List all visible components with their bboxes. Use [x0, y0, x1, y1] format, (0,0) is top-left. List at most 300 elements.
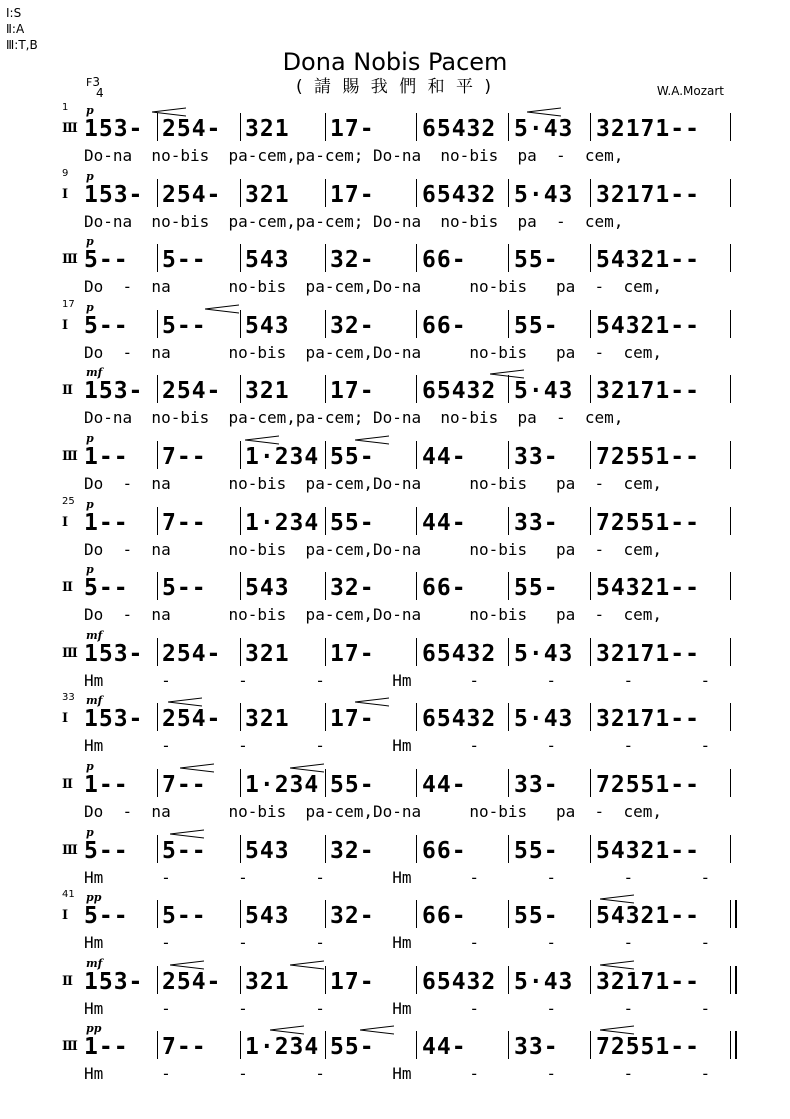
bar-line [590, 179, 591, 207]
bar-line [590, 113, 591, 141]
note-group: 55- [514, 838, 559, 864]
note-group: 5·43 [514, 116, 574, 142]
lyric-line: Hm - - - Hm - - - - [84, 736, 711, 755]
bar-line [730, 179, 731, 207]
bar-line [157, 113, 158, 141]
bar-line [416, 900, 417, 928]
lyric-line: Hm - - - Hm - - - - [84, 933, 711, 952]
bar-line [416, 441, 417, 469]
lyric-line: Hm - - - Hm - - - - [84, 671, 711, 690]
bar-line [730, 113, 731, 141]
bar-line [240, 572, 241, 600]
note-group: 254- [162, 641, 222, 667]
lyric-line: Do - na no-bis pa-cem,Do-na no-bis pa - cem, [84, 343, 662, 362]
dynamic-marking: mf [86, 366, 103, 379]
voice-label: Ⅲ [62, 121, 78, 136]
bar-line [730, 244, 731, 272]
bar-line [157, 572, 158, 600]
note-group: 17- [330, 182, 375, 208]
bar-line [416, 835, 417, 863]
dynamic-marking: p [86, 498, 94, 511]
note-group: 321 [245, 641, 290, 667]
bar-line [157, 769, 158, 797]
bar-line [240, 375, 241, 403]
bar-line [590, 507, 591, 535]
hairpin-mark [290, 758, 324, 768]
note-group: 65432 [422, 969, 497, 995]
bar-line [730, 703, 731, 731]
note-group: 5-- [84, 838, 129, 864]
note-group: 65432 [422, 706, 497, 732]
note-group: 153- [84, 378, 144, 404]
dynamic-marking: p [86, 760, 94, 773]
note-group: 321 [245, 378, 290, 404]
staff-row [0, 957, 790, 997]
measure-number: 1 [62, 102, 69, 113]
note-group: 66- [422, 575, 467, 601]
note-group: 5-- [162, 313, 207, 339]
note-group: 65432 [422, 116, 497, 142]
note-group: 321 [245, 182, 290, 208]
bar-line [508, 769, 509, 797]
bar-line [416, 638, 417, 666]
note-group: 55- [514, 575, 559, 601]
hairpin-mark [600, 1020, 634, 1030]
note-group: 44- [422, 444, 467, 470]
note-group: 1-- [84, 1034, 129, 1060]
note-group: 66- [422, 903, 467, 929]
note-group: 32- [330, 247, 375, 273]
bar-line [416, 507, 417, 535]
bar-line [508, 375, 509, 403]
note-group: 153- [84, 641, 144, 667]
voice-label: Ⅱ [62, 777, 73, 792]
note-group: 254- [162, 706, 222, 732]
staff-row [0, 692, 790, 734]
lyric-line: Hm - - - Hm - - - - [84, 999, 711, 1018]
staff-row [0, 168, 790, 210]
bar-line [730, 900, 731, 928]
note-group: 254- [162, 116, 222, 142]
bar-line [730, 310, 731, 338]
bar-line [240, 1031, 241, 1059]
note-group: 17- [330, 641, 375, 667]
hairpin-mark [355, 692, 389, 702]
voice-label: Ⅲ [62, 252, 78, 267]
bar-line [730, 769, 731, 797]
final-bar-line [735, 966, 737, 994]
note-group: 33- [514, 510, 559, 536]
bar-line [590, 835, 591, 863]
note-group: 32171-- [596, 182, 700, 208]
bar-line [590, 441, 591, 469]
note-group: 44- [422, 510, 467, 536]
note-group: 1·234 [245, 772, 320, 798]
bar-line [730, 1031, 731, 1059]
bar-line [508, 441, 509, 469]
bar-line [240, 835, 241, 863]
note-group: 44- [422, 1034, 467, 1060]
bar-line [508, 507, 509, 535]
bar-line [325, 638, 326, 666]
bar-line [508, 179, 509, 207]
lyric-line: Do - na no-bis pa-cem,Do-na no-bis pa - cem, [84, 277, 662, 296]
note-group: 32171-- [596, 641, 700, 667]
hairpin-mark [600, 889, 634, 899]
bar-line [325, 900, 326, 928]
staff-row [0, 102, 790, 144]
note-group: 54321-- [596, 575, 700, 601]
note-group: 1·234 [245, 1034, 320, 1060]
note-group: 32- [330, 903, 375, 929]
bar-line [508, 900, 509, 928]
measure-number: 41 [62, 889, 75, 900]
dynamic-marking: p [86, 432, 94, 445]
note-group: 72551-- [596, 1034, 700, 1060]
bar-line [508, 244, 509, 272]
note-group: 5·43 [514, 182, 574, 208]
bar-line [508, 835, 509, 863]
bar-line [325, 835, 326, 863]
note-group: 55- [330, 444, 375, 470]
staff-row [0, 889, 790, 931]
bar-line [240, 113, 241, 141]
voice-label: Ⅲ [62, 646, 78, 661]
voice-label: Ⅲ [62, 449, 78, 464]
bar-line [730, 638, 731, 666]
bar-line [240, 310, 241, 338]
bar-line [240, 638, 241, 666]
note-group: 72551-- [596, 510, 700, 536]
note-group: 17- [330, 969, 375, 995]
note-group: 32- [330, 575, 375, 601]
measure-number: 17 [62, 299, 75, 310]
note-group: 1·234 [245, 510, 320, 536]
bar-line [157, 507, 158, 535]
bar-line [590, 769, 591, 797]
hairpin-mark [290, 955, 324, 965]
lyric-line: Do - na no-bis pa-cem,Do-na no-bis pa - cem, [84, 474, 662, 493]
note-group: 5-- [162, 575, 207, 601]
lyric-line: Do-na no-bis pa-cem,pa-cem; Do-na no-bis pa - cem, [84, 212, 624, 231]
note-group: 65432 [422, 378, 497, 404]
hairpin-mark [360, 1020, 394, 1030]
bar-line [325, 375, 326, 403]
legend-alto: Ⅱ:A [6, 22, 25, 36]
legend-soprano: Ⅰ:S [6, 6, 22, 20]
legend-tenor-bass: Ⅲ:T,B [6, 38, 38, 52]
bar-line [416, 179, 417, 207]
hairpin-mark [490, 364, 524, 374]
bar-line [157, 638, 158, 666]
bar-line [416, 1031, 417, 1059]
note-group: 33- [514, 1034, 559, 1060]
note-group: 33- [514, 444, 559, 470]
note-group: 17- [330, 706, 375, 732]
bar-line [325, 113, 326, 141]
note-group: 66- [422, 247, 467, 273]
bar-line [590, 375, 591, 403]
lyric-line: Hm - - - Hm - - - - [84, 1064, 711, 1083]
bar-line [730, 441, 731, 469]
staff-row [0, 235, 790, 275]
voice-label: Ⅰ [62, 711, 69, 726]
voice-label: Ⅱ [62, 974, 73, 989]
song-subtitle: ( 請 賜 我 們 和 平 ) [295, 77, 495, 97]
bar-line [157, 179, 158, 207]
bar-line [508, 1031, 509, 1059]
note-group: 55- [330, 510, 375, 536]
note-group: 543 [245, 247, 290, 273]
note-group: 33- [514, 772, 559, 798]
bar-line [240, 769, 241, 797]
time-signature-bottom: 4 [96, 86, 104, 100]
note-group: 5-- [84, 903, 129, 929]
bar-line [157, 441, 158, 469]
bar-line [730, 572, 731, 600]
bar-line [325, 769, 326, 797]
note-group: 5·43 [514, 969, 574, 995]
note-group: 54321-- [596, 313, 700, 339]
note-group: 1-- [84, 772, 129, 798]
staff-row [0, 366, 790, 406]
bar-line [508, 310, 509, 338]
note-group: 5-- [162, 838, 207, 864]
bar-line [240, 703, 241, 731]
note-group: 55- [514, 313, 559, 339]
bar-line [157, 835, 158, 863]
hairpin-mark [270, 1020, 304, 1030]
composer: W.A.Mozart [656, 84, 724, 98]
note-group: 5·43 [514, 378, 574, 404]
hairpin-mark [355, 430, 389, 440]
note-group: 5·43 [514, 641, 574, 667]
note-group: 1-- [84, 510, 129, 536]
staff-row [0, 432, 790, 472]
note-group: 153- [84, 969, 144, 995]
note-group: 55- [330, 772, 375, 798]
note-group: 32171-- [596, 116, 700, 142]
dynamic-marking: p [86, 104, 94, 117]
bar-line [157, 966, 158, 994]
note-group: 32- [330, 838, 375, 864]
bar-line [508, 113, 509, 141]
voice-label: Ⅰ [62, 908, 69, 923]
bar-line [508, 638, 509, 666]
hairpin-mark [245, 430, 279, 440]
note-group: 5-- [162, 903, 207, 929]
bar-line [590, 310, 591, 338]
note-group: 32171-- [596, 969, 700, 995]
note-group: 32- [330, 313, 375, 339]
bar-line [157, 375, 158, 403]
note-group: 321 [245, 969, 290, 995]
hairpin-mark [170, 955, 204, 965]
hairpin-mark [168, 692, 202, 702]
note-group: 254- [162, 182, 222, 208]
bar-line [325, 179, 326, 207]
lyric-line: Do - na no-bis pa-cem,Do-na no-bis pa - cem, [84, 605, 662, 624]
bar-line [157, 900, 158, 928]
bar-line [508, 966, 509, 994]
voice-legend [6, 6, 38, 52]
bar-line [590, 900, 591, 928]
note-group: 55- [514, 247, 559, 273]
lyric-line: Do - na no-bis pa-cem,Do-na no-bis pa - cem, [84, 540, 662, 559]
bar-line [416, 113, 417, 141]
note-group: 1·234 [245, 444, 320, 470]
note-group: 7-- [162, 510, 207, 536]
note-group: 55- [330, 1034, 375, 1060]
measure-number: 33 [62, 692, 75, 703]
note-group: 54321-- [596, 838, 700, 864]
note-group: 254- [162, 378, 222, 404]
note-group: 65432 [422, 182, 497, 208]
note-group: 7-- [162, 772, 207, 798]
bar-line [325, 310, 326, 338]
staff-row [0, 1022, 790, 1062]
lyric-line: Do - na no-bis pa-cem,Do-na no-bis pa - cem, [84, 802, 662, 821]
note-group: 5-- [84, 313, 129, 339]
measure-number: 9 [62, 168, 69, 179]
bar-line [157, 310, 158, 338]
note-group: 17- [330, 378, 375, 404]
bar-line [730, 507, 731, 535]
bar-line [325, 507, 326, 535]
lyric-line: Hm - - - Hm - - - - [84, 868, 711, 887]
staff-row [0, 563, 790, 603]
bar-line [416, 703, 417, 731]
dynamic-marking: p [86, 170, 94, 183]
note-group: 5-- [84, 247, 129, 273]
staff-row [0, 826, 790, 866]
hairpin-mark [527, 102, 561, 112]
note-group: 44- [422, 772, 467, 798]
note-group: 32171-- [596, 378, 700, 404]
dynamic-marking: mf [86, 694, 103, 707]
voice-label: Ⅰ [62, 515, 69, 530]
note-group: 54321-- [596, 903, 700, 929]
bar-line [590, 638, 591, 666]
bar-line [590, 1031, 591, 1059]
staff-row [0, 299, 790, 341]
bar-line [416, 572, 417, 600]
final-bar-line [735, 1031, 737, 1059]
voice-label: Ⅲ [62, 1039, 78, 1054]
note-group: 321 [245, 706, 290, 732]
bar-line [325, 1031, 326, 1059]
voice-label: Ⅱ [62, 580, 73, 595]
dynamic-marking: p [86, 301, 94, 314]
note-group: 153- [84, 116, 144, 142]
dynamic-marking: p [86, 826, 94, 839]
dynamic-marking: pp [86, 891, 102, 904]
note-group: 543 [245, 903, 290, 929]
voice-label: Ⅱ [62, 383, 73, 398]
dynamic-marking: p [86, 563, 94, 576]
hairpin-mark [170, 824, 204, 834]
bar-line [240, 966, 241, 994]
note-group: 17- [330, 116, 375, 142]
note-group: 7-- [162, 1034, 207, 1060]
song-title: Dona Nobis Pacem [282, 48, 508, 76]
bar-line [325, 441, 326, 469]
dynamic-marking: mf [86, 629, 103, 642]
note-group: 153- [84, 182, 144, 208]
note-group: 321 [245, 116, 290, 142]
note-group: 5-- [162, 247, 207, 273]
key-letter: F [86, 76, 93, 89]
note-group: 32171-- [596, 706, 700, 732]
bar-line [416, 310, 417, 338]
staff-row [0, 629, 790, 669]
bar-line [240, 179, 241, 207]
note-group: 7-- [162, 444, 207, 470]
bar-line [590, 703, 591, 731]
staff-row [0, 760, 790, 800]
note-group: 55- [514, 903, 559, 929]
bar-line [325, 244, 326, 272]
note-group: 153- [84, 706, 144, 732]
bar-line [590, 244, 591, 272]
dynamic-marking: pp [86, 1022, 102, 1035]
bar-line [508, 572, 509, 600]
bar-line [730, 375, 731, 403]
lyric-line: Do-na no-bis pa-cem,pa-cem; Do-na no-bis pa - cem, [84, 146, 624, 165]
bar-line [416, 244, 417, 272]
note-group: 543 [245, 313, 290, 339]
staff-row [0, 496, 790, 538]
bar-line [325, 572, 326, 600]
note-group: 66- [422, 838, 467, 864]
bar-line [590, 966, 591, 994]
note-group: 543 [245, 575, 290, 601]
bar-line [508, 703, 509, 731]
bar-line [590, 572, 591, 600]
bar-line [416, 769, 417, 797]
bar-line [157, 244, 158, 272]
note-group: 1-- [84, 444, 129, 470]
voice-label: Ⅰ [62, 318, 69, 333]
dynamic-marking: mf [86, 957, 103, 970]
final-bar-line [735, 900, 737, 928]
dynamic-marking: p [86, 235, 94, 248]
note-group: 72551-- [596, 772, 700, 798]
bar-line [416, 375, 417, 403]
bar-line [240, 507, 241, 535]
hairpin-mark [600, 955, 634, 965]
note-group: 72551-- [596, 444, 700, 470]
note-group: 543 [245, 838, 290, 864]
note-group: 5·43 [514, 706, 574, 732]
bar-line [730, 835, 731, 863]
note-group: 66- [422, 313, 467, 339]
hairpin-mark [205, 299, 239, 309]
bar-line [730, 966, 731, 994]
voice-label: Ⅲ [62, 843, 78, 858]
bar-line [240, 441, 241, 469]
time-signature-top: 3 [92, 75, 100, 89]
voice-label: Ⅰ [62, 187, 69, 202]
hairpin-mark [152, 102, 186, 112]
note-group: 54321-- [596, 247, 700, 273]
bar-line [325, 966, 326, 994]
bar-line [240, 900, 241, 928]
bar-line [325, 703, 326, 731]
bar-line [240, 244, 241, 272]
key-signature [86, 77, 104, 99]
note-group: 5-- [84, 575, 129, 601]
